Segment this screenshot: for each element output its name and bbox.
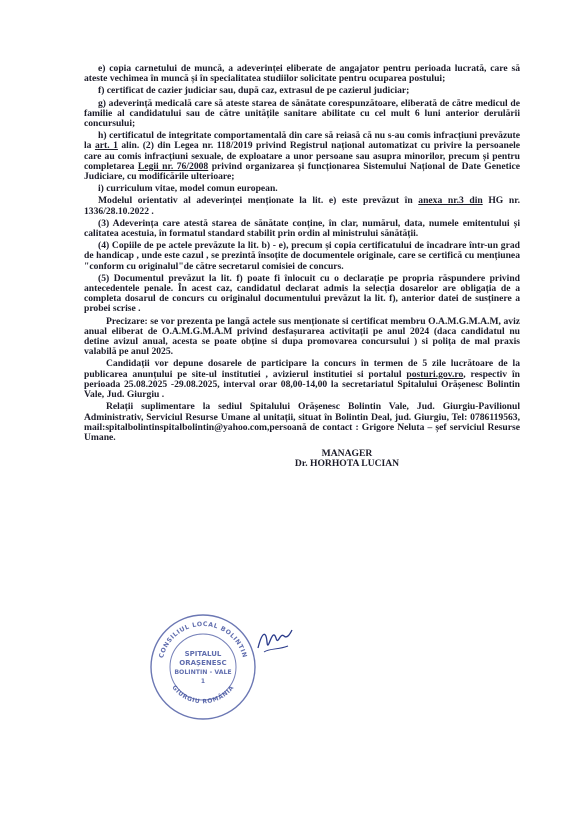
paragraph-3: (3) Adeverința care atestă starea de sănătate conține, în clar, numărul, data, numele emitentului și calitatea acestuia, în formatul standard stabilit prin ordin al ministrului sănătății. (84, 217, 520, 240)
item-f: f) certificat de cazier judiciar sau, după caz, extrasul de pe cazierul judiciar; (98, 85, 410, 97)
manager-title: MANAGER (321, 448, 373, 460)
item-h-text-3: privind organizarea și funcționarea Sistemului Național de Date Genetice Judiciare, cu modificările ulterioare; (84, 160, 520, 183)
svg-text:BOLINTIN - VALE: BOLINTIN - VALE (174, 669, 232, 676)
item-h (84, 131, 520, 182)
svg-text:1: 1 (200, 678, 206, 685)
precizare-paragraph: Precizare: se vor prezenta pe langă actele sus menționate si certificat membru O.A.M.G.M.A.M, aviz anual eliberat de O.A.M.G.M.A.M privind desfașurarea activitații pe anul 2024 (daca candidatul nu detine avizul anual, acesta se poate obține si dupa promovarea concursului ) si polița de mal praxis valabilă pe anul 2025. (84, 315, 520, 358)
signature-block (84, 449, 520, 469)
law-76-2008-link[interactable]: Legii nr. 76/2008 (137, 160, 209, 172)
paragraph-5: (5) Documentul prevăzut la lit. f) poate fi înlocuit cu o declarație pe propria răspundere privind antecedentele penale. În acest caz, candidatul declarat admis la selecția dosarelor are obligația de a completa dosarul de concurs cu originalul documentului prevăzut la lit. f), anterior datei de susținere a probei scrise . (84, 272, 520, 315)
official-stamp-seal (148, 612, 258, 722)
annex-link[interactable]: anexa nr.3 din (418, 195, 483, 207)
manager-name: Dr. HORHOTA LUCIAN (294, 458, 400, 470)
model-note-text-1: Modelul orientativ al adeverinței menționate la lit. e) este prevăzut în (98, 195, 419, 207)
handwritten-signature (254, 618, 294, 662)
item-i: i) curriculum vitae, model comun european. (98, 183, 278, 195)
law-article-link[interactable]: art. 1 (94, 140, 118, 152)
item-h-text-1: h) certificatul de integritate comportamentală din care să reiasă că nu s-au comis infracțiuni prevăzute la (84, 130, 520, 152)
item-g: g) adeverință medicală care să ateste starea de sănătate corespunzătoare, eliberată de către medicul de familie al candidatului sau de către unitățile sanitare abilitate cu cel mult 6 luni anterior derulării concursului; (84, 97, 520, 130)
svg-text:ORAȘENESC: ORAȘENESC (179, 659, 227, 667)
svg-text:CONSILIUL LOCAL BOLINTIN: CONSILIUL LOCAL BOLINTIN (158, 620, 248, 659)
item-h-text-2: alin. (2) din Legea nr. 118/2019 privind Registrul național automatizat cu privire la persoanele care au comis infracțiuni sexuale, de exploatare a unor persoane sau asupra minorilor, precum și pentru completarea (84, 140, 521, 172)
candidati-text-2: , respectiv în perioada 25.08.2025 -29.08.2025, interval orar 08,00-14,00 la secretariatul Spitalului Orășenesc Bolintin Vale, Jud. Giurgiu . (84, 368, 520, 401)
candidati-paragraph (84, 359, 520, 400)
model-note-text-2: HG nr. 1336/28.10.2022 . (84, 195, 520, 217)
relatii-paragraph: Relații suplimentare la sediul Spitalului Orășenesc Bolintin Vale, Jud. Giurgiu-Pavilionul Administrativ, Serviciul Resurse Umane al unitații, situat în Bolintin Deal, jud. Giurgiu, Tel: 0786119563, mail:spitalbolintinspitalbolintin@yahoo.com,persoană de contact : Grigore Neluta – șef serviciul Resurse Umane. (84, 401, 520, 443)
document-body (84, 64, 520, 470)
model-note (84, 196, 520, 216)
svg-text:SPITALUL: SPITALUL (184, 650, 222, 658)
candidati-text-1: Candidații vor depune dosarele de participare la concurs în termen de 5 zile lucrătoare de la publicarea anunțului pe site-ul institutiei , avizierul institutiei si portalul (84, 358, 520, 380)
paragraph-4: (4) Copiile de pe actele prevăzute la lit. b) - e), precum și copia certificatului de încadrare într-un grad de handicap , unde este cazul , se prezintă însoțite de documentele originale, care se certifică cu mențiunea "conform cu originalul"de către secretarul comisiei de concurs. (84, 240, 520, 272)
svg-text:GIURGIU ROMÂNIA: GIURGIU ROMÂNIA (170, 684, 236, 706)
posturi-gov-link[interactable]: posturi.gov.ro (406, 368, 464, 380)
item-e: e) copia carnetului de muncă, a adeverinței eliberate de angajator pentru perioada lucrată, care să ateste vechimea în muncă și în specialitatea studiilor solicitate pentru ocuparea postului; (84, 63, 520, 85)
